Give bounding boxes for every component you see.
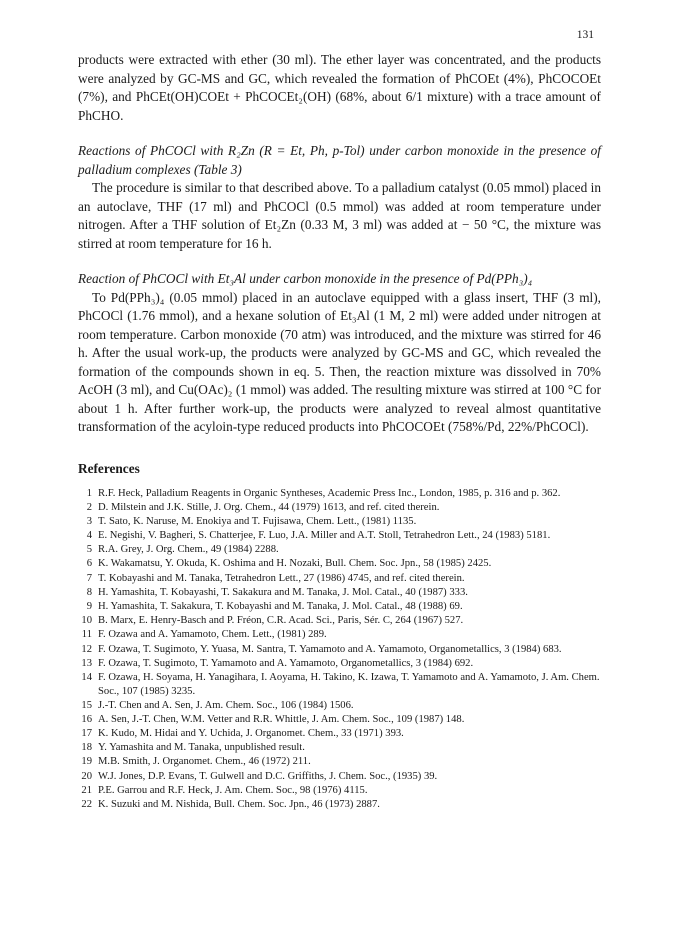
reference-item <box>78 586 601 600</box>
paragraph-et3al-procedure: To Pd(PPh₃)₄ (0.05 mmol) placed in an autoclave equipped with a glass insert, THF (3 ml), PhCOCl (1.76 mmol), and a hexane solution of Et₃Al (1 M, 2 ml) were added under nitrogen at room temperature. Carbon monoxide (70 atm) was introduced, and the mixture was stirred for 46 h. After the usual work-up, the products were analyzed by GC-MS and GC, which revealed the formation of the compounds shown in eq. 5. Then, the reaction mixture was dissolved in 70% AcOH (3 ml), and Cu(OAc)₂ (1 mmol) was added. The resulting mixture was stirred at 100 °C for about 1 h. After further work-up, the products were analyzed to reveal almost quantitative transformation of the acyloin-type reduced products into PhCOCOEt (758%/Pd, 22%/PhCOCl). <box>78 289 601 434</box>
reference-number: 17 <box>81 728 92 740</box>
reference-number: 4 <box>86 530 92 542</box>
reference-item <box>78 671 601 698</box>
reference-item <box>78 614 601 628</box>
reference-item <box>78 628 601 642</box>
reference-number: 21 <box>81 784 92 796</box>
reference-text: R.A. Grey, J. Org. Chem., 49 (1984) 2288. <box>98 544 279 556</box>
reference-number: 1 <box>86 487 92 499</box>
reference-text: H. Yamashita, T. Kobayashi, T. Sakakura and M. Tanaka, J. Mol. Catal., 40 (1987) 333. <box>98 586 468 598</box>
reference-text: W.J. Jones, D.P. Evans, T. Gulwell and D.C. Griffiths, J. Chem. Soc., (1935) 39. <box>98 770 438 782</box>
reference-item <box>78 755 601 769</box>
reference-item <box>78 487 601 501</box>
reference-text: H. Yamashita, T. Sakakura, T. Kobayashi and M. Tanaka, J. Mol. Catal., 48 (1988) 69. <box>98 601 463 612</box>
reference-item <box>78 798 601 812</box>
reference-item <box>78 713 601 727</box>
reference-number: 12 <box>81 643 92 655</box>
reference-text: A. Sen, J.-T. Chen, W.M. Vetter and R.R. Whittle, J. Am. Chem. Soc., 109 (1987) 148. <box>98 713 465 725</box>
reference-item <box>78 727 601 741</box>
reference-number: 2 <box>86 501 92 513</box>
reference-text: K. Suzuki and M. Nishida, Bull. Chem. Soc. Jpn., 46 (1973) 2887. <box>98 799 380 811</box>
reference-number: 15 <box>81 699 92 711</box>
reference-text: P.E. Garrou and R.F. Heck, J. Am. Chem. Soc., 98 (1976) 4115. <box>98 784 368 796</box>
reference-item <box>78 741 601 755</box>
reference-item <box>78 572 601 586</box>
reference-number: 13 <box>81 657 92 669</box>
reference-number: 18 <box>81 742 92 754</box>
reference-number: 6 <box>86 558 92 570</box>
reference-item <box>78 557 601 571</box>
reference-item <box>78 600 601 614</box>
reference-item <box>78 699 601 713</box>
reference-text: B. Marx, E. Henry-Basch and P. Fréon, C.R. Acad. Sci., Paris, Sér. C, 264 (1967) 527. <box>98 615 464 627</box>
reference-number: 9 <box>86 601 92 612</box>
reference-text: M.B. Smith, J. Organomet. Chem., 46 (1972) 211. <box>98 756 311 768</box>
reference-number: 8 <box>86 586 92 598</box>
paragraph-product-analysis: products were extracted with ether (30 ml). The ether layer was concentrated, and the products were analyzed by GC-MS and GC, which revealed the formation of PhCOEt (4%), PhCOCOEt (7%), and PhCEt(OH)COEt + PhCOCEt₂(OH) (68%, about 6/1 mixture) with a trace amount of PhCHO. <box>78 52 601 123</box>
section-heading-et3al-reaction: Reaction of PhCOCl with Et₃Al under carbon monoxide in the presence of Pd(PPh₃)₄ <box>78 271 533 286</box>
reference-number: 3 <box>86 515 92 527</box>
reference-number: 7 <box>86 572 92 584</box>
reference-text: R.F. Heck, Palladium Reagents in Organic Syntheses, Academic Press Inc., London, 1985, p. 316 and p. 362. <box>98 487 561 499</box>
reference-text: Y. Yamashita and M. Tanaka, unpublished result. <box>98 742 305 754</box>
reference-text: F. Ozawa, T. Sugimoto, T. Yamamoto and A. Yamamoto, Organometallics, 3 (1984) 692. <box>98 657 474 669</box>
reference-text: K. Wakamatsu, Y. Okuda, K. Oshima and H. Nozaki, Bull. Chem. Soc. Jpn., 58 (1985) 2425. <box>98 558 492 570</box>
reference-text: E. Negishi, V. Bagheri, S. Chatterjee, F. Luo, J.A. Miller and A.T. Stoll, Tetrahedron Lett., 24 (1983) 5181. <box>98 530 551 542</box>
reference-number: 19 <box>81 756 92 768</box>
reference-item <box>78 657 601 671</box>
page-number: 131 <box>576 29 594 41</box>
reference-item <box>78 643 601 657</box>
reference-number: 10 <box>81 615 92 627</box>
reference-text: T. Sato, K. Naruse, M. Enokiya and T. Fujisawa, Chem. Lett., (1981) 1135. <box>98 515 417 527</box>
reference-item <box>78 529 601 543</box>
reference-number: 5 <box>86 544 92 556</box>
reference-number: 11 <box>81 629 92 641</box>
reference-number: 16 <box>81 713 92 725</box>
reference-text: F. Ozawa, T. Sugimoto, Y. Yuasa, M. Santra, T. Yamamoto and A. Yamamoto, Organometallics, 3 (1984) 683. <box>98 643 562 655</box>
reference-text: J.-T. Chen and A. Sen, J. Am. Chem. Soc., 106 (1984) 1506. <box>98 699 354 711</box>
section-heading-r2zn-reactions: Reactions of PhCOCl with R₂Zn (R = Et, Ph, p-Tol) under carbon monoxide in the presence of palladium complexes (Table 3) <box>78 143 601 177</box>
references-list <box>78 487 601 812</box>
reference-text: D. Milstein and J.K. Stille, J. Org. Chem., 44 (1979) 1613, and ref. cited therein. <box>98 501 440 513</box>
page-content <box>78 51 601 812</box>
reference-text: F. Ozawa, H. Soyama, H. Yanagihara, I. Aoyama, H. Takino, K. Izawa, T. Yamamoto and A. Yamamoto, J. Am. Chem. Soc., 107 (1985) 3235. <box>98 671 600 697</box>
reference-text: T. Kobayashi and M. Tanaka, Tetrahedron Lett., 27 (1986) 4745, and ref. cited therein. <box>98 572 465 584</box>
reference-text: K. Kudo, M. Hidai and Y. Uchida, J. Organomet. Chem., 33 (1971) 393. <box>98 728 404 740</box>
body-text <box>78 51 601 437</box>
reference-number: 22 <box>81 799 92 811</box>
reference-item <box>78 501 601 515</box>
reference-item <box>78 515 601 529</box>
reference-item <box>78 770 601 784</box>
reference-text: F. Ozawa and A. Yamamoto, Chem. Lett., (1981) 289. <box>98 629 327 641</box>
paragraph-r2zn-procedure: The procedure is similar to that described above. To a palladium catalyst (0.05 mmol) placed in an autoclave, THF (17 ml) and PhCOCl (0.5 mmol) was added at room temperature under nitrogen. After a THF solution of Et₂Zn (0.33 M, 3 ml) was added at − 50 °C, the mixture was stirred at room temperature for 16 h. <box>78 180 601 251</box>
references-heading: References <box>78 460 140 476</box>
reference-item <box>78 543 601 557</box>
reference-number: 20 <box>81 770 92 782</box>
reference-item <box>78 784 601 798</box>
reference-number: 14 <box>81 671 92 683</box>
